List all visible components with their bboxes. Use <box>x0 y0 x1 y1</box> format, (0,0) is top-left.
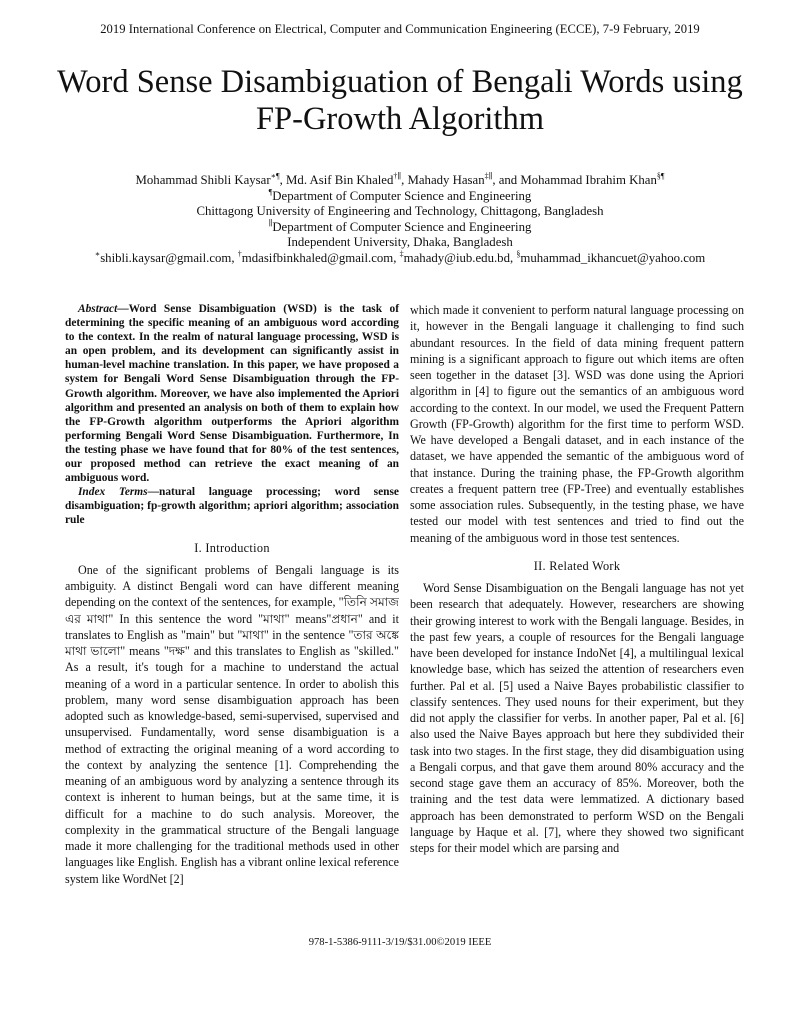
affiliation-2-mark: ∥ <box>268 218 273 228</box>
email-4-mark: § <box>516 249 521 259</box>
left-column <box>65 302 399 887</box>
email-1: shibli.kaysar@gmail.com, <box>100 250 235 265</box>
author-2: , Md. Asif Bin Khaled <box>279 173 394 187</box>
affiliation-2-dept <box>30 220 770 236</box>
affiliation-1-dept-text: Department of Computer Science and Engineering <box>272 188 532 203</box>
intro-paragraph: One of the significant problems of Bengali language is its ambiguity. A distinct Bengali word can have different meaning depending on the context of the sentences, for example, "তিনি সমাজ এর মাথা" In this sentence the word "মাথা" means"প্রধান" and it translates to English as "main" but "মাথা" in the sentence "তার অঙ্কে মাথা ভালো" means "দক্ষ" and this translates to English as "skilled." As a result, it's tough for a machine to understand the actual meaning of a word in a particular sentence. In order to abolish this problem, many word sense disambiguation approach has been adopted such as knowledge-based, semi-supervised, supervised and unsupervised. Fundamentally, word sense disambiguation is a method of extracting the original meaning of a word according to the context by analyzing the sentence [1]. Comprehending the meaning of an ambiguous word by analyzing a sentence through its context is inherent to human beings, but at the same time, it is difficult for a machine to do such analysis. Moreover, the complexity in the grammatical structure of the Bengali language made it more challenging for the traditional methods used in other languages like English. English has a vibrant online lexical reference system like WordNet [2] <box>65 562 399 886</box>
index-terms-text: —natural language processing; word sense disambiguation; fp-growth algorithm; apriori algorithm; association rule <box>65 486 399 527</box>
copyright-footer: 978-1-5386-9111-3/19/$31.00©2019 IEEE <box>308 937 492 948</box>
email-2: mdasifbinkhaled@gmail.com, <box>241 250 397 265</box>
email-4: muhammad_ikhancuet@yahoo.com <box>520 250 706 265</box>
author-3: , Mahady Hasan <box>401 173 485 187</box>
affiliation-1-mark: ¶ <box>268 187 273 197</box>
email-2-mark: † <box>237 249 242 259</box>
intro-heading: I. Introduction <box>194 540 270 555</box>
author-block <box>30 173 770 267</box>
abstract-lead: Abstract <box>78 303 118 315</box>
email-1-mark: ∗ <box>94 249 101 259</box>
author-names <box>30 173 770 189</box>
author-2-marks: †∥ <box>393 171 402 181</box>
affiliation-2-dept-text: Department of Computer Science and Engineering <box>272 219 532 234</box>
conference-header: 2019 International Conference on Electrical, Computer and Communication Engineering (ECCE), 7-9 February, 2019 <box>100 22 700 36</box>
author-4: , and Mohammad Ibrahim Khan <box>492 173 657 187</box>
related-work-heading: II. Related Work <box>533 558 621 573</box>
affiliation-2-univ: Independent University, Dhaka, Bangladesh <box>287 235 513 250</box>
author-1: Mohammad Shibli Kaysar <box>135 173 271 187</box>
intro-continued: which made it convenient to perform natural language processing on it, however in the Bengali language it challenging to find such abundant resources. In the field of data mining frequent pattern mining is a significant approach to figure out which items are often seen together in the dataset [3]. WSD was done using the Apriori algorithm in [4] to figure out the semantics of an ambiguous word according to the context. In our model, we used the Frequent Pattern Growth (FP-Growth) algorithm for the first time to perform WSD. We have developed a Bengali dataset, and in each instance of the dataset, we have appended the semantic of the ambiguous word of that instance. During the training phase, the FP-Growth algorithm creates a frequent pattern tree (FP-Tree) and eventually establishes some association rules. Subsequently, in the testing phase, we have tested our model with test sentences and tried to find out the meaning of the ambiguous word in those test sentences. <box>410 303 744 545</box>
email-3-mark: ‡ <box>399 249 404 259</box>
index-terms-lead: Index Terms <box>78 486 148 499</box>
index-terms <box>65 485 399 527</box>
right-column <box>410 302 744 856</box>
affiliation-1-dept <box>30 189 770 205</box>
author-emails <box>30 251 770 267</box>
author-1-marks: ∗¶ <box>270 171 280 181</box>
email-3: mahady@iub.edu.bd, <box>403 250 514 265</box>
title-line-2: FP-Growth Algorithm <box>255 101 544 137</box>
author-3-marks: ‡∥ <box>484 171 493 181</box>
author-4-marks: §¶ <box>656 171 665 181</box>
abstract-text: —Word Sense Disambiguation (WSD) is the task of determining the specific meaning of an ambiguous word according to the context. In the realm of natural language processing, WSD is an open problem, and its development can significantly assist in human-level machine translation. In this paper, we have proposed a system for Bengali Word Sense Disambiguation through the FP-Growth algorithm. Moreover, we have also implemented the Apriori algorithm and presented an analysis on both of them to explain how the FP-Growth algorithm outperforms the Apriori algorithm performing Bengali Word Sense Disambiguation. Furthermore, In the testing phase we have found that for 80% of the test sentences, our proposed method can retrieve the exact meaning of an ambiguous word. <box>65 303 399 485</box>
paper-title <box>40 64 760 138</box>
abstract <box>65 302 399 485</box>
affiliation-1-univ: Chittagong University of Engineering and Technology, Chittagong, Bangladesh <box>196 204 604 219</box>
related-work-paragraph: Word Sense Disambiguation on the Bengali language has not yet been research that adequately. However, researchers are showing their growing interest to work with the Bengali language. Besides, in the past few years, a couple of resources for the Bengali language have been developed for instance IndoNet [4], a multilingual lexical knowledge base, which has seized the attention of researchers even further. Pal et al. [5] used a Naive Bayes probabilistic classifier to classify sentences. They used nouns for their experiment, but they did not apply the classifier for verbs. In another paper, Pal et al. [6] also used the Naive Bayes approach but here they subdivided their task into two stages. In the first stage, they did disambiguation using a Bengali corpus, and that gave them around 80% accuracy and the second stage gave them an accuracy of 85%. Moreover, both the training and the test data were lemmatized. A dictionary based approach has been demonstrated to perform WSD on the Bengali language by Haque et al. [7], where they showed two significant steps for their model which are parsing and <box>410 581 744 855</box>
title-line-1: Word Sense Disambiguation of Bengali Words using <box>57 64 743 100</box>
